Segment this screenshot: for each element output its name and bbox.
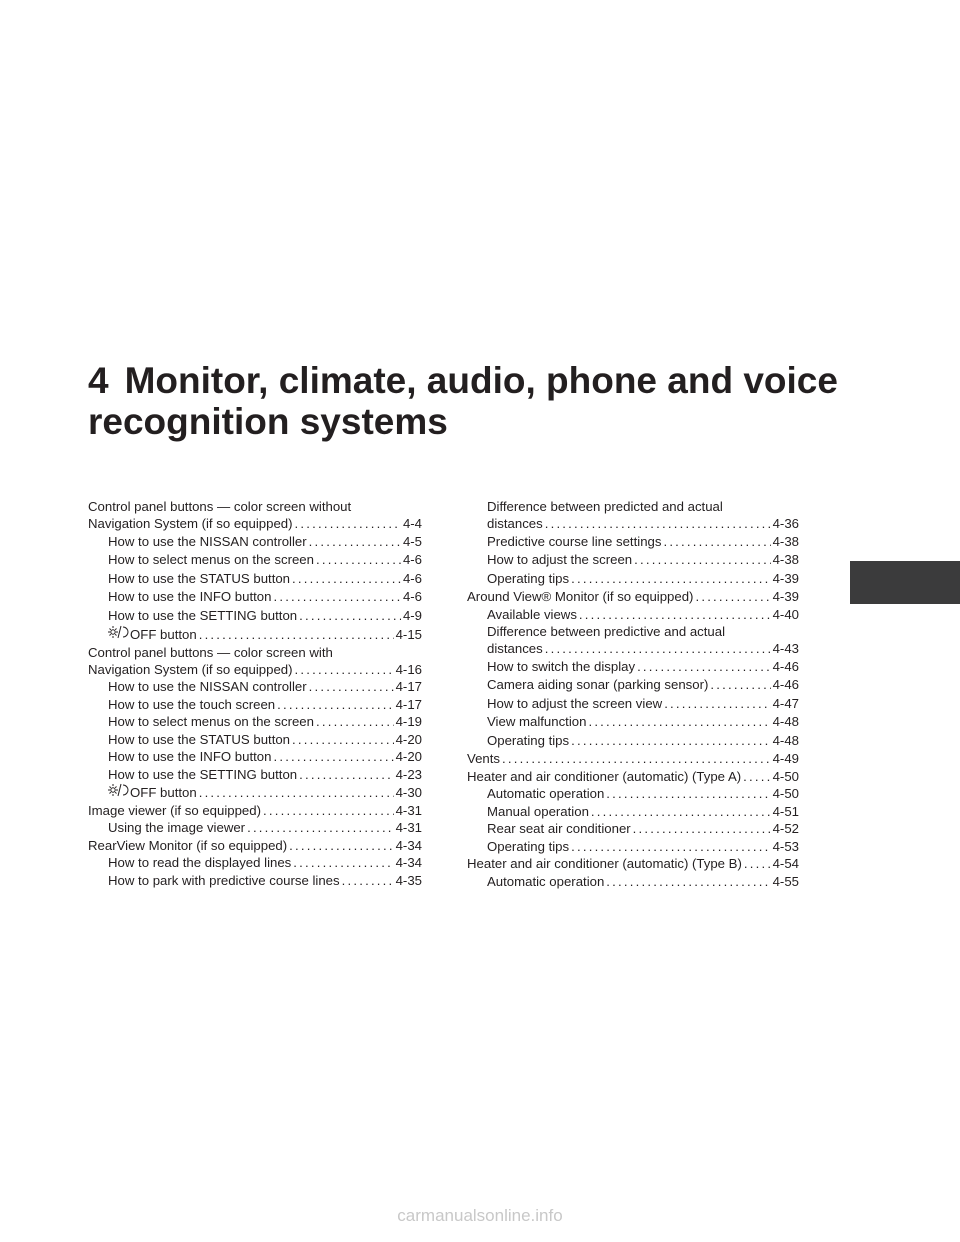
toc-entry-title: Operating tips [487, 732, 570, 748]
toc-entry[interactable] [467, 785, 799, 803]
toc-entry-title: How to use the SETTING button [108, 766, 298, 782]
toc-entry[interactable] [467, 676, 799, 695]
toc-entry-line: Control panel buttons — color screen with [88, 644, 333, 660]
chapter-title-line2: recognition systems [88, 401, 448, 442]
toc-entry-title: How to use the INFO button [108, 749, 272, 764]
toc-entry[interactable] [88, 515, 422, 533]
dot-leader [606, 785, 770, 803]
dot-leader [502, 750, 771, 768]
dot-leader [247, 819, 394, 837]
dot-leader [571, 732, 770, 751]
toc-entry-title: How to use the NISSAN controller [108, 533, 307, 549]
toc-entry-title: How to park with predictive course lines [108, 872, 340, 888]
brightness-day-night-icon [108, 625, 130, 639]
dot-leader [292, 731, 394, 749]
toc-entry-title: Around View® Monitor (if so equipped) [467, 589, 694, 604]
dot-leader [588, 713, 770, 732]
toc-entry[interactable] [467, 838, 799, 856]
toc-entry-page: 4-36 [772, 516, 799, 531]
dot-leader [743, 768, 770, 786]
dot-leader [316, 713, 394, 731]
toc-entry[interactable] [88, 783, 422, 802]
toc-entry-page: 4-39 [772, 589, 799, 604]
dot-leader [342, 872, 394, 890]
toc-entry-page: 4-39 [772, 570, 799, 586]
toc-entry[interactable] [467, 606, 799, 624]
dot-leader [277, 696, 393, 714]
toc-entry-page: 4-38 [772, 552, 799, 567]
toc-entry-title: Navigation System (if so equipped) [88, 516, 293, 531]
toc-entry-page: 4-23 [395, 766, 422, 782]
toc-entry-title: Vents [467, 751, 500, 766]
dot-leader [292, 570, 401, 589]
toc-entry[interactable] [88, 748, 422, 766]
chapter-title [88, 360, 848, 442]
toc-entry-page: 4-50 [772, 768, 799, 784]
dot-leader [273, 748, 393, 766]
toc-entry-page: 4-51 [772, 803, 799, 819]
toc-entry-title: Using the image viewer [108, 820, 246, 835]
brightness-day-night-icon [108, 783, 130, 797]
toc-entry-title: Navigation System (if so equipped) [88, 661, 293, 677]
toc-entry-title: View malfunction [487, 714, 587, 729]
dot-leader [299, 607, 401, 626]
toc-entry-title: How to use the INFO button [108, 589, 272, 604]
toc-entry[interactable] [88, 551, 422, 570]
toc-entry[interactable] [88, 661, 422, 679]
toc-entry-page: 4-40 [772, 606, 799, 622]
toc-entry-page: 4-43 [772, 641, 799, 656]
toc-entry-page: 4-53 [772, 838, 799, 854]
dot-leader [545, 515, 771, 533]
toc-entry[interactable] [467, 768, 799, 786]
toc-entry[interactable] [467, 533, 799, 552]
toc-entry[interactable] [88, 802, 422, 820]
toc-entry-title: How to adjust the screen view [487, 695, 663, 711]
dot-leader [695, 588, 770, 606]
toc-entry[interactable] [88, 533, 422, 552]
toc-entry[interactable] [88, 854, 422, 872]
dot-leader [633, 820, 771, 838]
toc-entry-page: 4-4 [402, 516, 422, 531]
toc-entry-page: 4-17 [395, 679, 422, 694]
toc-entry[interactable] [88, 766, 422, 784]
toc-entry-line: Difference between predicted and actual [487, 499, 723, 514]
toc-entry-line: Control panel buttons — color screen without [88, 499, 352, 514]
dot-leader [199, 626, 394, 645]
toc-entry-page: 4-5 [402, 533, 422, 549]
toc-entry[interactable] [88, 588, 422, 607]
dot-leader [309, 678, 394, 696]
toc-entry-page: 4-35 [395, 872, 422, 888]
toc-entry-page: 4-50 [772, 786, 799, 801]
toc-entry-page: 4-20 [395, 749, 422, 764]
dot-leader [273, 588, 400, 607]
dot-leader [579, 606, 771, 624]
toc-entry-page: 4-54 [772, 856, 799, 871]
dot-leader [289, 837, 393, 855]
toc-entry-page: 4-47 [772, 695, 799, 711]
dot-leader [295, 661, 394, 679]
toc-entry-page: 4-31 [395, 802, 422, 818]
chapter-tab [850, 561, 960, 604]
toc-left-column [88, 498, 422, 889]
dot-leader [591, 803, 771, 821]
toc-entry[interactable] [88, 731, 422, 749]
toc-entry-title: distances [487, 641, 543, 656]
dot-leader [744, 855, 771, 873]
toc-entry[interactable] [88, 696, 422, 714]
toc-entry[interactable] [467, 713, 799, 732]
toc-entry-title: Operating tips [487, 838, 570, 854]
dot-leader [663, 533, 770, 552]
toc-entry[interactable] [467, 820, 799, 838]
toc-entry-title: Predictive course line settings [487, 533, 662, 549]
toc-entry-line: Difference between predictive and actual [487, 624, 726, 639]
toc-right-column [467, 498, 799, 890]
toc-entry-title: OFF button [130, 785, 197, 800]
dot-leader [637, 658, 771, 677]
dot-leader [664, 695, 770, 714]
toc-entry-page: 4-30 [395, 785, 422, 800]
toc-entry[interactable] [467, 640, 799, 658]
toc-entry[interactable] [88, 607, 422, 626]
dot-leader [299, 766, 393, 784]
dot-leader [309, 533, 401, 552]
toc-entry-page: 4-55 [772, 873, 799, 889]
toc-entry[interactable] [467, 570, 799, 589]
toc-entry-page: 4-34 [395, 855, 422, 870]
toc-entry-page: 4-38 [772, 533, 799, 549]
toc-entry[interactable] [88, 837, 422, 855]
toc-entry[interactable] [467, 658, 799, 677]
toc-entry-page: 4-48 [772, 714, 799, 729]
toc-entry-title: How to select menus on the screen [108, 714, 314, 729]
toc-entry[interactable] [88, 625, 422, 644]
toc-entry-page: 4-31 [395, 820, 422, 835]
toc-entry[interactable] [467, 588, 799, 606]
toc-entry-title: Operating tips [487, 570, 570, 586]
toc-entry-page: 4-52 [772, 821, 799, 836]
toc-entry-title: How to use the STATUS button [108, 731, 291, 747]
toc-entry[interactable] [88, 678, 422, 696]
toc-entry[interactable] [88, 713, 422, 731]
dot-leader [295, 515, 401, 533]
toc-entry[interactable] [467, 695, 799, 714]
toc-entry[interactable] [88, 819, 422, 837]
chapter-number: 4 [88, 360, 109, 401]
dot-leader [606, 873, 770, 891]
toc-entry-page: 4-15 [395, 627, 422, 642]
toc-entry-title: How to read the displayed lines [108, 855, 292, 870]
toc-entry-title: Manual operation [487, 803, 589, 819]
toc-entry[interactable] [467, 803, 799, 821]
toc-entry-title: How to switch the display [487, 658, 636, 674]
toc-entry-page: 4-6 [402, 570, 422, 586]
toc-entry-title: Available views [487, 606, 577, 622]
toc-entry-title: How to select menus on the screen [108, 552, 314, 567]
toc-entry-title: Automatic operation [487, 786, 605, 801]
toc-entry-page: 4-19 [395, 714, 422, 729]
watermark: carmanualsonline.info [397, 1206, 563, 1225]
toc-entry-page: 4-46 [772, 677, 799, 692]
toc-entry-title: How to use the touch screen [108, 696, 276, 712]
toc-entry-page: 4-17 [395, 696, 422, 712]
toc-entry-page: 4-34 [395, 837, 422, 853]
toc-entry[interactable] [467, 855, 799, 873]
toc-entry[interactable] [467, 750, 799, 768]
chapter-title-line1: Monitor, climate, audio, phone and voice [124, 360, 838, 401]
toc-entry[interactable] [88, 872, 422, 890]
toc-entry-title: OFF button [130, 627, 197, 642]
toc-entry[interactable] [467, 732, 799, 751]
toc-entry-title: Camera aiding sonar (parking sensor) [487, 677, 709, 692]
toc-entry[interactable] [467, 873, 799, 891]
dot-leader [316, 551, 401, 570]
toc-entry-page: 4-6 [402, 589, 422, 604]
toc-entry-title: Automatic operation [487, 873, 605, 889]
toc-entry[interactable] [467, 515, 799, 533]
dot-leader [293, 854, 393, 872]
toc-entry-page: 4-20 [395, 731, 422, 747]
toc-entry-page: 4-49 [772, 751, 799, 766]
dot-leader [571, 570, 770, 589]
toc-entry-page: 4-9 [402, 607, 422, 623]
dot-leader [263, 802, 394, 820]
dot-leader [545, 640, 771, 658]
toc-entry-page: 4-48 [772, 732, 799, 748]
dot-leader [634, 551, 770, 570]
toc-entry-title: How to adjust the screen [487, 552, 633, 567]
dot-leader [571, 838, 770, 856]
dot-leader [710, 676, 770, 695]
toc-entry-title: RearView Monitor (if so equipped) [88, 837, 288, 853]
toc-entry-title: How to use the STATUS button [108, 570, 291, 586]
toc-entry-title: Image viewer (if so equipped) [88, 802, 261, 818]
toc-entry-page: 4-16 [395, 661, 422, 677]
toc-entry-title: Rear seat air conditioner [487, 821, 631, 836]
toc-entry-page: 4-6 [402, 552, 422, 567]
toc-entry-title: Heater and air conditioner (automatic) (Type A) [467, 768, 742, 784]
toc-entry[interactable] [88, 570, 422, 589]
toc-entry-title: Heater and air conditioner (automatic) (Type B) [467, 856, 742, 871]
toc-entry-title: How to use the SETTING button [108, 607, 298, 623]
dot-leader [199, 784, 394, 803]
toc-entry[interactable] [467, 551, 799, 570]
toc-entry-title: distances [487, 516, 543, 531]
toc-entry-page: 4-46 [772, 658, 799, 674]
toc-entry-title: How to use the NISSAN controller [108, 679, 307, 694]
